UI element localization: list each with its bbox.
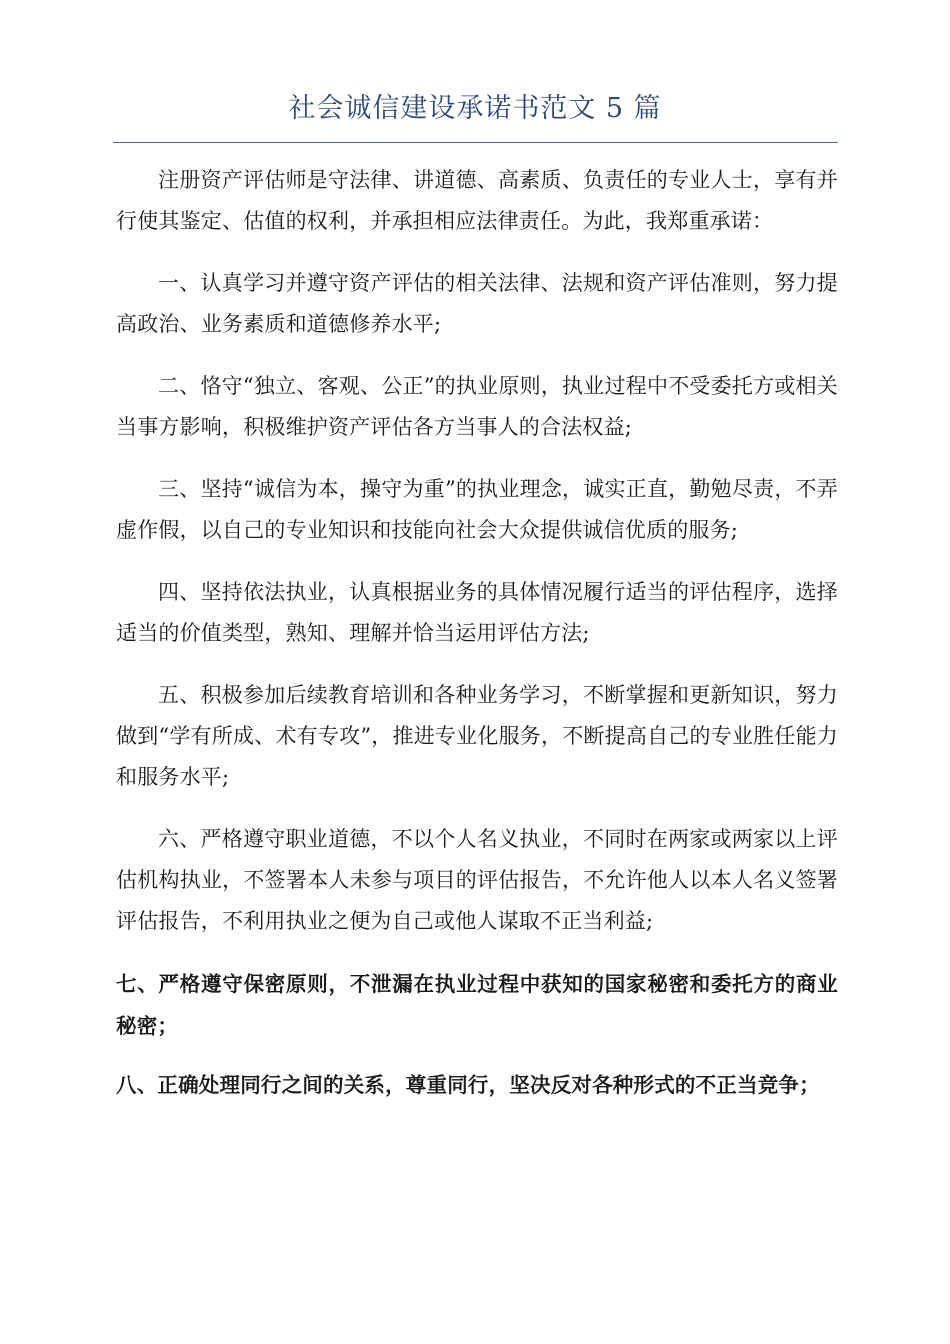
commitment-paragraph-2: 二、恪守“独立、客观、公正”的执业原则，执业过程中不受委托方或相关当事方影响，积极维护资产评估各方当事人的合法权益; bbox=[116, 374, 838, 439]
document-title: 社会诚信建设承诺书范文 5 篇 bbox=[288, 93, 662, 124]
intro-paragraph: 注册资产评估师是守法律、讲道德、高素质、负责任的专业人士，享有并行使其鉴定、估值的权利，并承担相应法律责任。为此，我郑重承诺： bbox=[116, 168, 838, 233]
commitment-paragraph-3: 三、坚持“诚信为本，操守为重”的执业理念，诚实正直，勤勉尽责，不弄虚作假，以自己的专业知识和技能向社会大众提供诚信优质的服务; bbox=[116, 477, 838, 542]
commitment-paragraph-6: 六、严格遵守职业道德，不以个人名义执业，不同时在两家或两家以上评估机构执业，不签署本人未参与项目的评估报告，不允许他人以本人名义签署评估报告，不利用执业之便为自己或他人谋取不正当利益; bbox=[116, 827, 838, 933]
commitment-paragraph-1: 一、认真学习并遵守资产评估的相关法律、法规和资产评估准则，努力提高政治、业务素质和道德修养水平; bbox=[116, 271, 838, 336]
commitment-paragraph-5: 五、积极参加后续教育培训和各种业务学习，不断掌握和更新知识，努力做到“学有所成、术有专攻”，推进专业化服务，不断提高自己的专业胜任能力和服务水平; bbox=[116, 683, 838, 789]
commitment-paragraph-7: 七、严格遵守保密原则，不泄漏在执业过程中获知的国家秘密和委托方的商业秘密； bbox=[116, 972, 838, 1038]
title-divider bbox=[113, 142, 838, 143]
document-body bbox=[116, 160, 838, 1123]
commitment-paragraph-8: 八、正确处理同行之间的关系，尊重同行，坚决反对各种形式的不正当竞争； bbox=[116, 1073, 820, 1097]
commitment-paragraph-4: 四、坚持依法执业，认真根据业务的具体情况履行适当的评估程序，选择适当的价值类型，熟知、理解并恰当运用评估方法; bbox=[116, 580, 838, 645]
